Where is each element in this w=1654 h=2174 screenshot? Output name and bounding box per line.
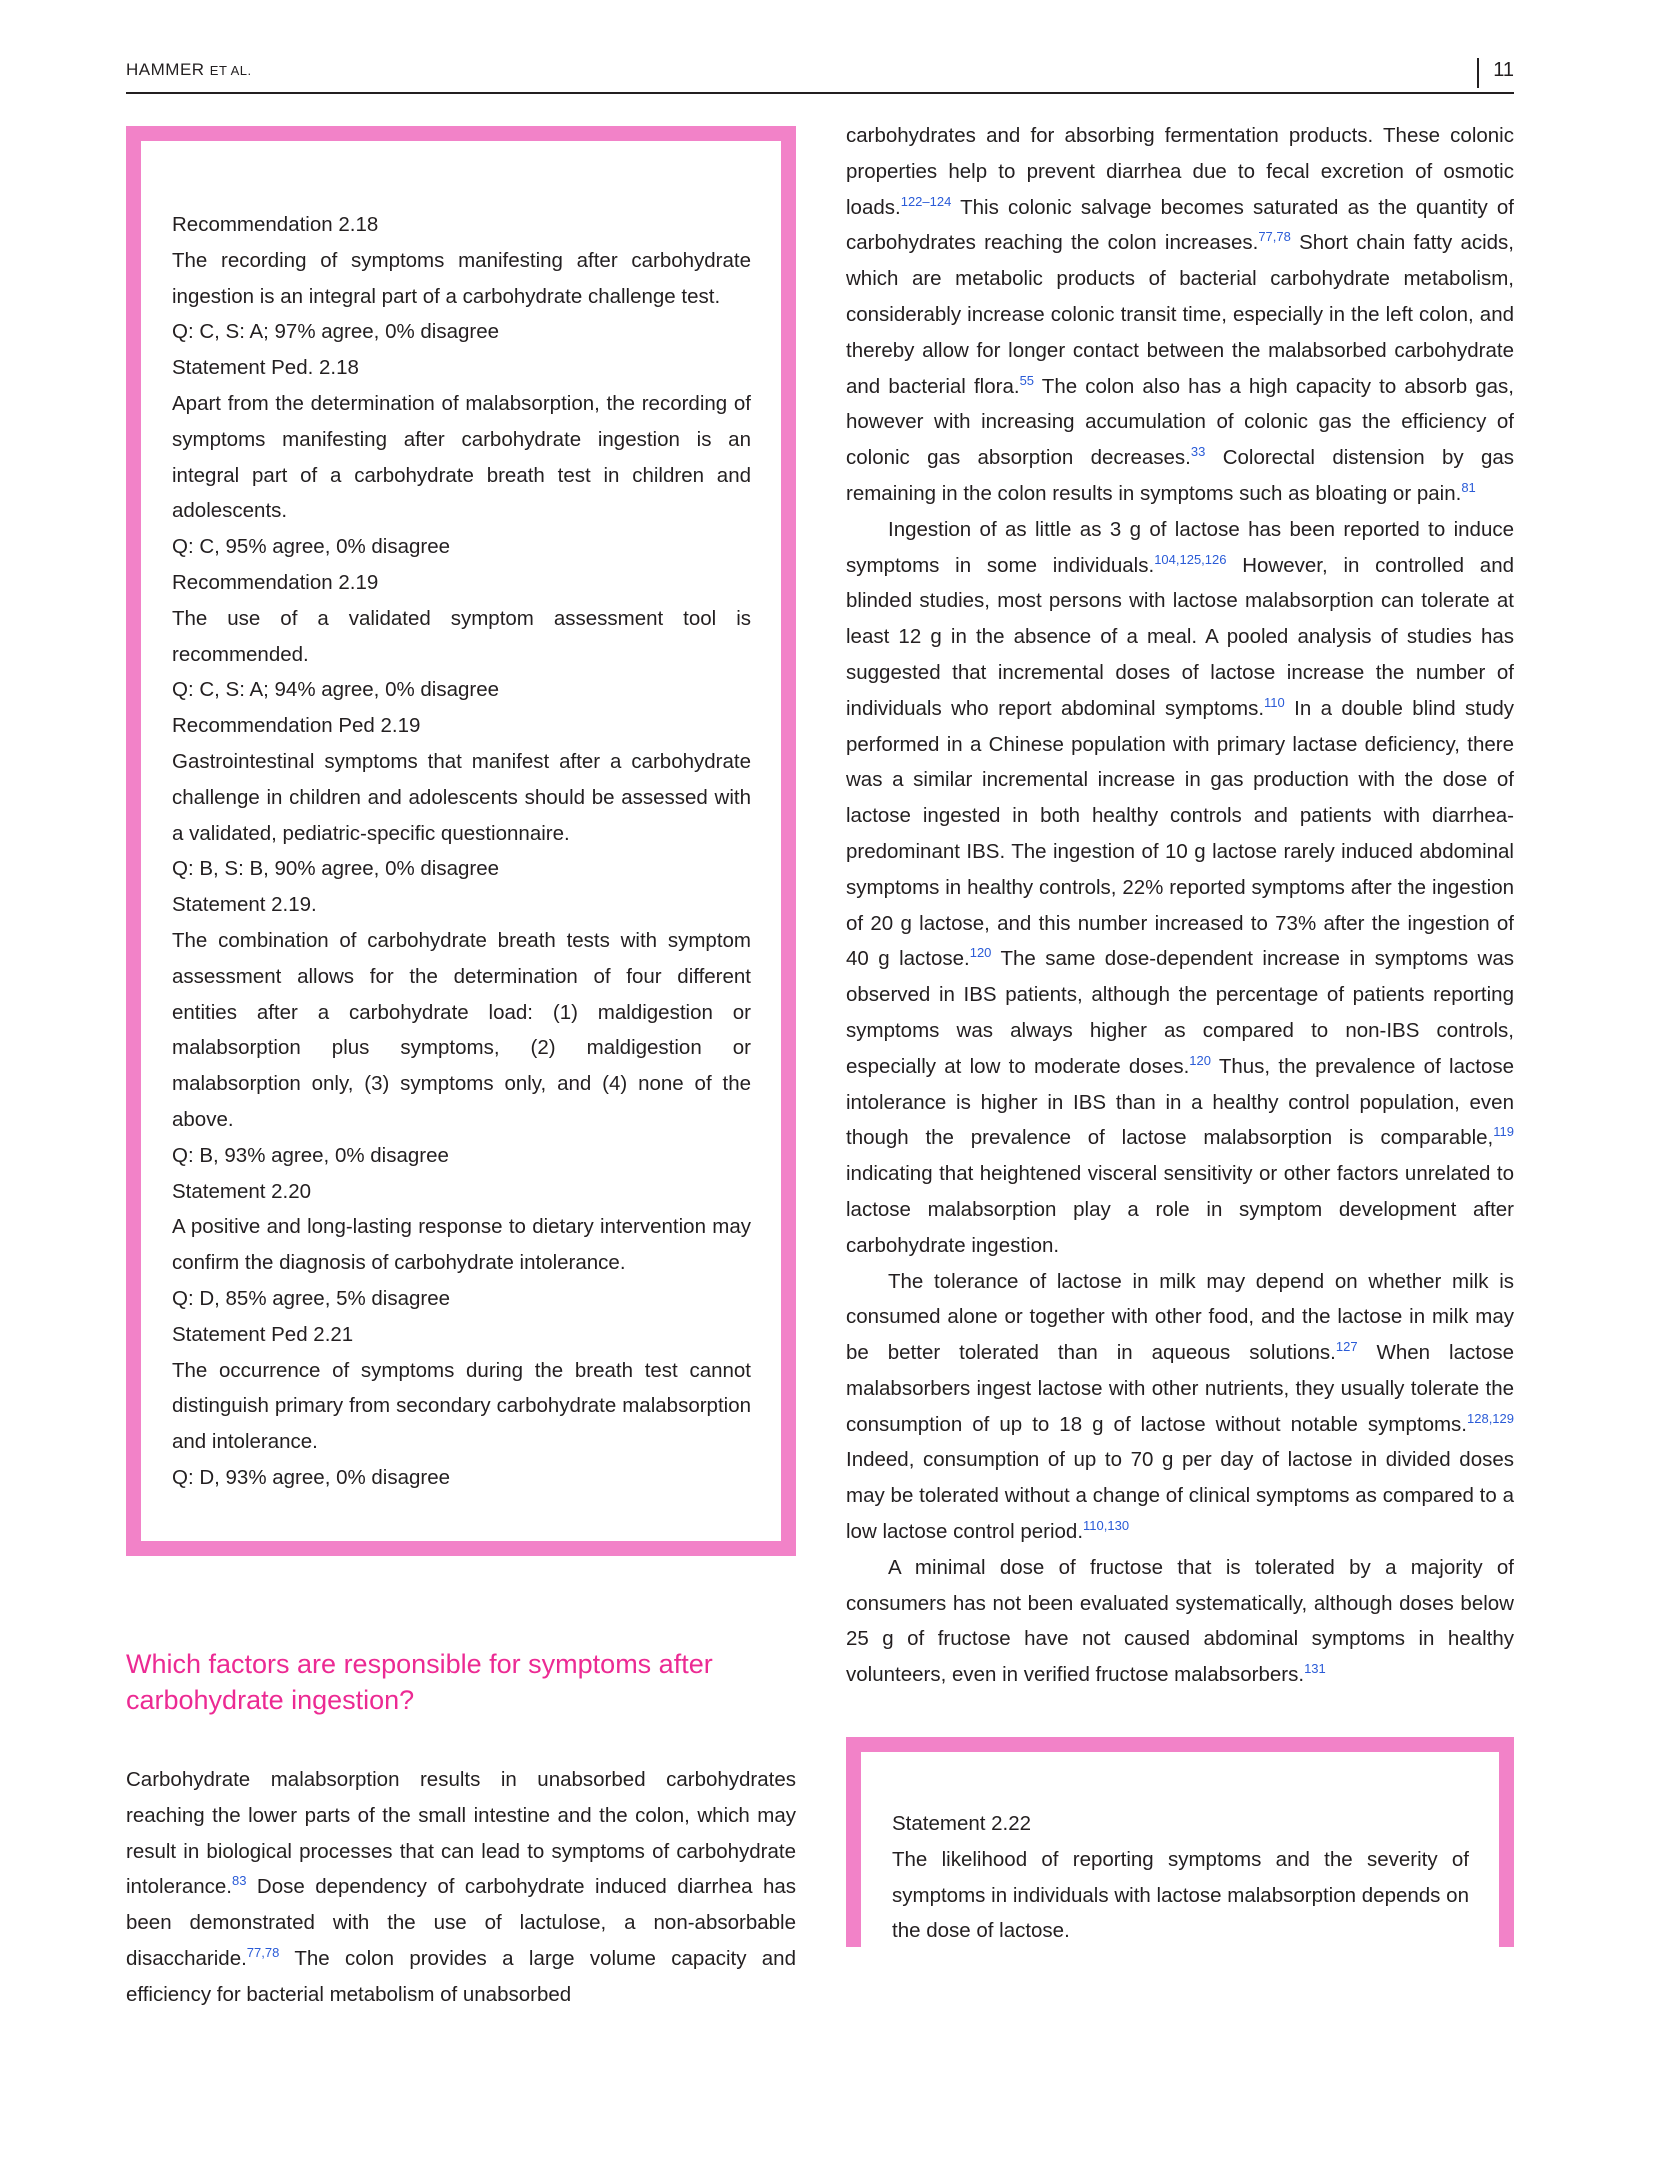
recommendation-box — [126, 126, 796, 1556]
box-line: The occurrence of symptoms during the breath test cannot distinguish primary from secondary carbohydrate malabsorption and intolerance. — [172, 1358, 751, 1454]
reference-link[interactable]: 55 — [1019, 372, 1035, 388]
box-line: Statement Ped. 2.18 — [172, 356, 359, 380]
box-line: Q: D, 93% agree, 0% disagree — [172, 1465, 451, 1489]
reference-link[interactable]: 120 — [1189, 1052, 1211, 1068]
statement-box — [846, 1737, 1514, 1947]
box-line: Apart from the determination of malabsorption, the recording of symptoms manifesting after carbohydrate ingestion is an integral part of a carbohydrate breath test in children and adolescents. — [172, 391, 751, 523]
box-line: Q: C, S: A; 97% agree, 0% disagree — [172, 320, 500, 344]
box-line: A positive and long-lasting response to dietary intervention may confirm the diagnosis of carbohydrate intolerance. — [172, 1215, 751, 1275]
body-paragraph: carbohydrates and for absorbing fermentation products. These colonic properties help to prevent diarrhea due to fecal excretion of osmotic loads.$^{122-124}$ This colonic salvage becomes saturated as the quantity of carbohydrates reaching the colon increases.$^{77,78}$ Short chain fatty acids, which are metabolic products of bacterial carbohydrate metabolism, considerably increase colonic transit time, especially in the left colon, and thereby allow for longer contact between the malabsorbed carbohydrate and bacterial flora.$^{55}$ The colon also has a high capacity to absorb gas, however with increasing accumulation of colonic gas the efficiency of colonic gas absorption decreases.$^{33}$ Colorectal distension by gas remaining in the colon results in symptoms such as bloating or pain.$^{81}$ — [846, 124, 1515, 505]
reference-link[interactable]: 131 — [1304, 1661, 1326, 1677]
box-line: Q: C, 95% agree, 0% disagree — [172, 535, 451, 559]
box-text: The likelihood of reporting symptoms and the severity of symptoms in individuals with lactose malabsorption depends on the dose of lactose. — [892, 1847, 1469, 1943]
body-paragraph: Carbohydrate malabsorption results in unabsorbed carbohydrates reaching the lower parts of the small intestine and the colon, which may result in biological processes that can lead to symptoms of carbohydrate intolerance.$^{83}$ Dose dependency of carbohydrate induced diarrhea has been demonstrated with the use of lactulose, a non-absorbable disaccharide.$^{77,78}$ The colon provides a large volume capacity and efficiency for bacterial metabolism of unabsorbed — [126, 1768, 796, 2006]
page-number: 11 — [1477, 58, 1514, 88]
box-line: The combination of carbohydrate breath tests with symptom assessment allows for the determination of four different entities after a carbohydrate load: (1) maldigestion or malabsorption plus symptoms, (2) maldigestion or malabsorption only, (3) symptoms only, and (4) none of the above. — [172, 928, 751, 1131]
section-heading: Which factors are responsible for symptoms after carbohydrate ingestion? — [126, 1649, 713, 1715]
box-line: Q: C, S: A; 94% agree, 0% disagree — [172, 678, 500, 702]
box-line: Q: B, 93% agree, 0% disagree — [172, 1143, 449, 1167]
box-line: The use of a validated symptom assessment tool is recommended. — [172, 606, 751, 666]
reference-link[interactable]: 110 — [1264, 694, 1285, 710]
reference-link[interactable]: 83 — [231, 1873, 247, 1889]
reference-link[interactable]: 77,78 — [246, 1945, 280, 1961]
reference-link[interactable]: 127 — [1335, 1339, 1358, 1355]
reference-link[interactable]: 128,129 — [1467, 1410, 1514, 1426]
box-line: Statement 2.19. — [172, 893, 317, 917]
reference-link[interactable]: 77,78 — [1258, 229, 1291, 245]
running-header — [126, 58, 1514, 94]
body-paragraph: A minimal dose of fructose that is tolerated by a majority of consumers has not been evaluated systematically, although doses below 25 g of fructose have not caused abdominal symptoms in healthy volunteers, even in verified fructose malabsorbers.$^{131}$ — [846, 1555, 1514, 1687]
reference-link[interactable]: 33 — [1190, 444, 1206, 460]
reference-link[interactable]: 110,130 — [1083, 1518, 1130, 1534]
left-column — [126, 126, 796, 2013]
reference-link[interactable]: 119 — [1493, 1124, 1514, 1140]
box-line: Recommendation 2.19 — [172, 570, 379, 594]
box-line: The recording of symptoms manifesting after carbohydrate ingestion is an integral part of a carbohydrate challenge test. — [172, 248, 751, 308]
box-line: Q: B, S: B, 90% agree, 0% disagree — [172, 857, 500, 881]
box-title: Statement 2.22 — [892, 1812, 1032, 1836]
box-line: Statement Ped 2.21 — [172, 1322, 354, 1346]
running-title: HAMMER ET AL. — [126, 60, 252, 79]
reference-link[interactable]: 120 — [969, 945, 992, 961]
reference-link[interactable]: 104,125,126 — [1154, 551, 1227, 567]
right-column — [846, 118, 1514, 1947]
box-line: Statement 2.20 — [172, 1179, 312, 1203]
box-line: Q: D, 85% agree, 5% disagree — [172, 1286, 451, 1310]
reference-link[interactable]: 81 — [1461, 480, 1476, 496]
box-line: Gastrointestinal symptoms that manifest after a carbohydrate challenge in children and adolescents should be assessed with a validated, pediatric-specific questionnaire. — [172, 749, 751, 845]
box-line: Recommendation 2.18 — [172, 213, 379, 236]
reference-link[interactable]: 122–124 — [900, 193, 952, 209]
box-line: Recommendation Ped 2.19 — [172, 714, 421, 738]
body-paragraph: The tolerance of lactose in milk may depend on whether milk is consumed alone or together with other food, and the lactose in milk may be better tolerated than in aqueous solutions.$^{127}$ When lactose malabsorbers ingest lactose with other nutrients, they usually tolerate the consumption of up to 18 g of lactose without notable symptoms.$^{128,129}$ Indeed, consumption of up to 70 g per day of lactose in divided doses may be tolerated without a change of clinical symptoms as compared to a low lactose control period.$^{110,130}$ — [846, 1269, 1514, 1544]
body-paragraph: Ingestion of as little as 3 g of lactose has been reported to induce symptoms in some individuals.$^{104,125,126}$ However, in controlled and blinded studies, most persons with lactose malabsorption can tolerate at least 12 g in the absence of a meal. A pooled analysis of studies has suggested that incremental doses of lactose increase the number of individuals who report abdominal symptoms.$^{110}$ In a double blind study performed in a Chinese population with primary lactase deficiency, there was a similar incremental increase in gas production with the dose of lactose ingested in both healthy controls and patients with diarrhea-predominant IBS. The ingestion of 10 g lactose rarely induced abdominal symptoms in healthy controls, 22% reported symptoms after the ingestion of 20 g lactose, and this number increased to 73% after the ingestion of 40 g lactose.$^{120}$ The same dose-dependent increase in symptoms was observed in IBS patients, although the percentage of patients reporting symptoms was always higher as compared to non-IBS controls, especially at low to moderate doses.$^{120}$ Thus, the prevalence of lactose intolerance is higher in IBS than in a healthy control population, even though the prevalence of lactose malabsorption is comparable,$^{119}$ indicating that heightened visceral sensitivity or other factors unrelated to lactose malabsorption play a role in symptom development after carbohydrate ingestion. — [846, 517, 1515, 1257]
